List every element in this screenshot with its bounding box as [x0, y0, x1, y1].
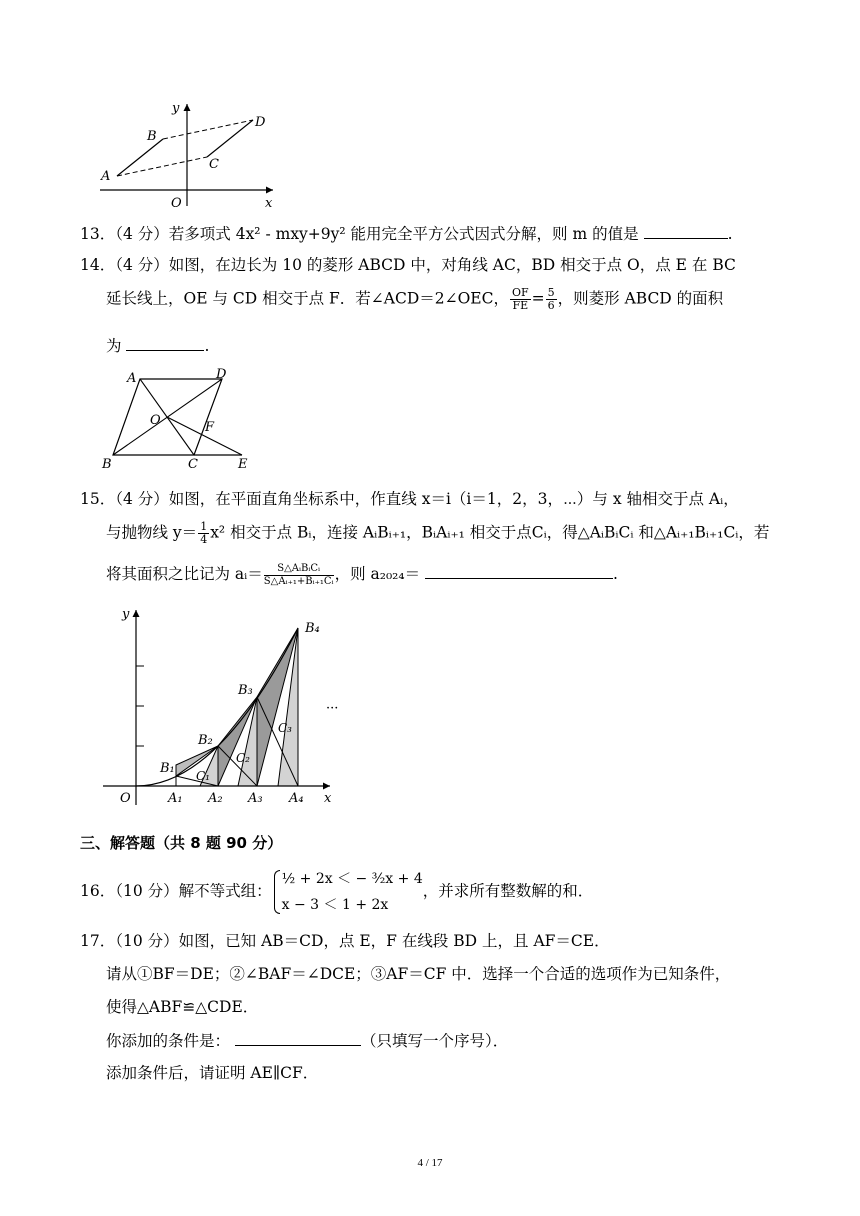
- fraction-denominator: 4: [200, 533, 208, 546]
- fig-label: x: [324, 791, 332, 806]
- question-17-line4: [106, 1029, 508, 1052]
- question-14-line3: [106, 334, 209, 357]
- question-score: （4 分）: [115, 256, 169, 274]
- fig-label: C: [209, 157, 219, 172]
- question-text: 如图，在边长为 10 的菱形 ABCD 中，对角线 AC，BD 相交于点 O，点 E 在 BC: [168, 256, 736, 274]
- fraction-numerator: 5: [547, 286, 555, 299]
- figure-parallelogram: [95, 98, 285, 210]
- question-15-line2: [106, 521, 769, 546]
- fraction-numerator: S△AᵢBᵢCᵢ: [264, 563, 334, 576]
- question-text: .: [727, 225, 733, 243]
- fig-label: O: [171, 196, 182, 210]
- question-text: （只填写一个序号）．: [360, 1032, 509, 1050]
- question-score: （4 分）: [115, 490, 169, 508]
- question-text: 如图，已知 AB＝CD，点 E，F 在线段 BD 上，且 AF＝CE．: [178, 932, 610, 950]
- fig-label: C₃: [278, 721, 292, 735]
- fraction: [510, 287, 531, 312]
- fig-label: C₂: [236, 751, 250, 765]
- question-17: [80, 930, 610, 952]
- question-number: 16．: [80, 882, 116, 900]
- answer-blank[interactable]: [126, 334, 204, 351]
- answer-blank[interactable]: [235, 1029, 361, 1046]
- question-text: 与抛物线 y＝: [106, 523, 198, 542]
- fraction-denominator: 6: [547, 299, 555, 312]
- inequality-1: ½ + 2x ＜ − ³⁄₂x + 4: [281, 871, 423, 887]
- fraction: [264, 563, 334, 588]
- question-14-line2: [106, 287, 723, 312]
- question-text: x² 相交于点 Bᵢ，连接 AᵢBᵢ₊₁，BᵢAᵢ₊₁ 相交于点Cᵢ，得△AᵢBᵢCᵢ 和△Aᵢ₊₁Bᵢ₊₁Cᵢ，若: [210, 523, 770, 542]
- question-text: 如图，在平面直角坐标系中，作直线 x＝i（i＝1，2，3，⋯）与 x 轴相交于点 Aᵢ，: [168, 490, 739, 508]
- fig-label: A₂: [208, 791, 223, 806]
- fig-label: B₁: [160, 761, 175, 776]
- question-text: ，并求所有整数解的和．: [422, 882, 594, 900]
- section-heading: 三、解答题（共 8 题 90 分）: [80, 834, 283, 852]
- fig-label: B: [102, 457, 112, 472]
- question-16: [80, 866, 593, 918]
- fig-label: O: [150, 413, 161, 428]
- answer-blank[interactable]: [644, 222, 728, 239]
- question-17-line3: 使得△ABF≌△CDE．: [106, 998, 259, 1016]
- question-score: （10 分）: [115, 932, 179, 950]
- fraction-numerator: 1: [200, 520, 208, 533]
- fig-label: y: [122, 607, 130, 622]
- fraction-denominator: S△Aᵢ₊₁+Bᵢ₊₁Cᵢ: [263, 575, 334, 587]
- fig-label: x: [265, 196, 273, 210]
- figure-rhombus: [98, 366, 258, 472]
- fig-label: E: [238, 457, 248, 472]
- question-17-line5: 添加条件后，请证明 AE∥CF．: [106, 1064, 319, 1082]
- question-15: [80, 488, 739, 510]
- inequality-system: [272, 866, 423, 918]
- fig-label: A₃: [248, 791, 263, 806]
- figure-parabola: [98, 600, 348, 810]
- question-text: =: [531, 289, 545, 308]
- fig-label: B₃: [238, 683, 253, 698]
- question-text: 延长线上，OE 与 CD 相交于点 F．若∠ACD＝2∠OEC，: [106, 289, 509, 308]
- fig-label: A: [127, 371, 137, 386]
- inequality-2: x − 3 ＜ 1 + 2x: [281, 897, 389, 913]
- fig-label: y: [172, 101, 180, 116]
- question-number: 13．: [80, 225, 116, 243]
- answer-blank[interactable]: [425, 562, 613, 579]
- question-17-line2: 请从①BF＝DE；②∠BAF＝∠DCE；③AF＝CF 中．选择一个合适的选项作为已知条件，: [106, 965, 731, 983]
- fig-label: B: [147, 129, 157, 144]
- fig-label: D: [216, 367, 227, 382]
- fig-label: A₄: [289, 791, 304, 806]
- question-score: （10 分）: [115, 882, 179, 900]
- fig-label: A₁: [168, 791, 183, 806]
- question-text: 你添加的条件是：: [106, 1032, 231, 1050]
- page-number: 4 / 17: [417, 1157, 443, 1169]
- question-text: ，则 a₂₀₂₄＝: [334, 565, 421, 583]
- fraction-denominator: FE: [512, 299, 529, 312]
- fig-label: A: [101, 169, 111, 184]
- question-text: 为: [106, 337, 122, 355]
- fraction: [198, 521, 209, 546]
- fig-label: C: [188, 457, 198, 472]
- fraction-numerator: OF: [511, 286, 529, 299]
- question-14: [80, 254, 736, 276]
- question-number: 15．: [80, 490, 116, 508]
- question-13: [80, 222, 733, 245]
- question-text: 若多项式 4x² - mxy+9y² 能用完全平方公式因式分解，则 m 的值是: [168, 225, 639, 243]
- question-text: .: [613, 565, 618, 583]
- fraction: [546, 287, 557, 312]
- question-score: （4 分）: [115, 225, 169, 243]
- question-text: ，则菱形 ABCD 的面积: [557, 289, 724, 308]
- question-15-line3: [106, 562, 618, 588]
- fig-label: C₁: [196, 769, 210, 783]
- question-text: 将其面积之比记为 aᵢ＝: [106, 565, 263, 583]
- fig-label: ···: [326, 701, 339, 716]
- fig-label: D: [255, 115, 266, 130]
- question-text: .: [204, 337, 210, 355]
- question-number: 17．: [80, 932, 116, 950]
- question-text: 解不等式组：: [178, 882, 272, 900]
- question-number: 14．: [80, 256, 116, 274]
- fig-label: B₂: [198, 733, 213, 748]
- fig-label: B₄: [305, 621, 320, 636]
- fig-label: F: [205, 420, 215, 435]
- fig-label: O: [120, 791, 131, 806]
